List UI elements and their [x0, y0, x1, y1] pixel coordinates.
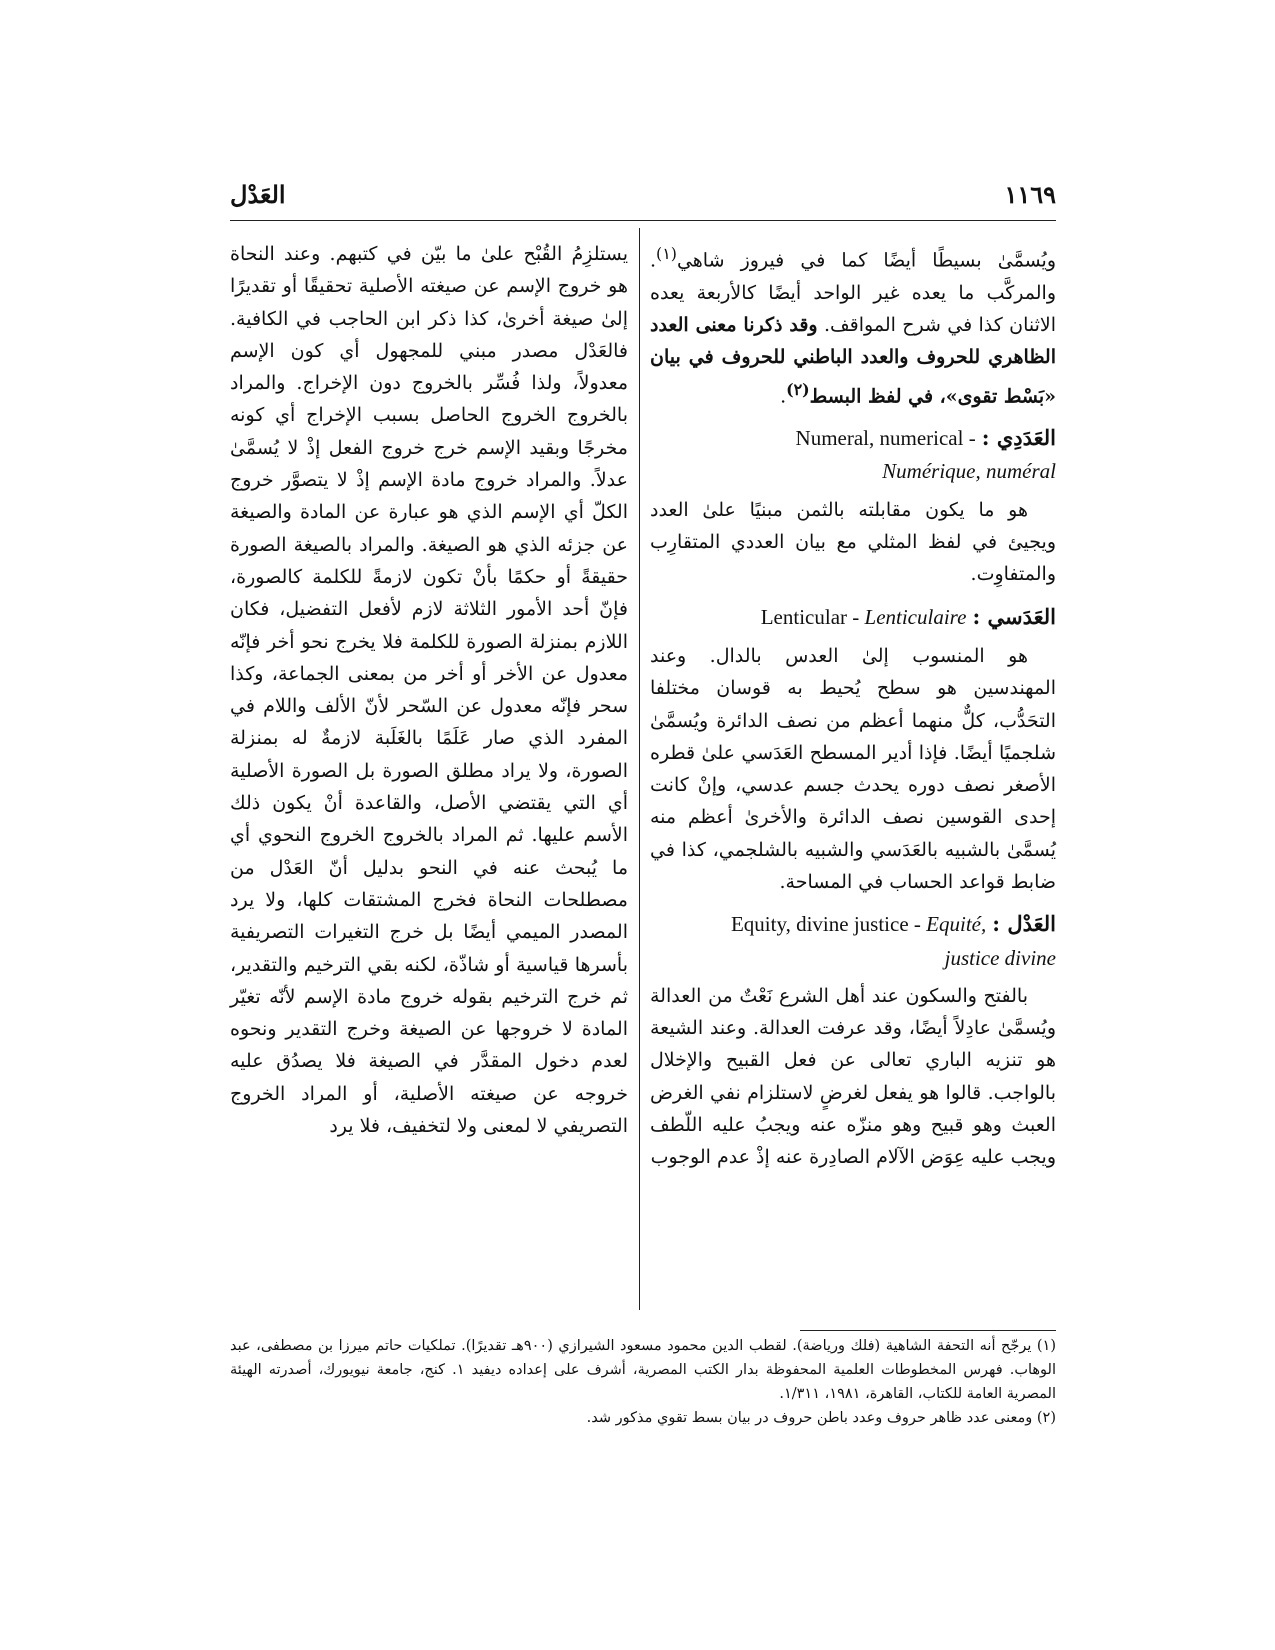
entry-english: Equity, divine justice - Equité, — [730, 912, 987, 937]
left-column — [230, 238, 628, 1142]
entry-french-cont: justice divine — [944, 945, 1056, 970]
footnote-2: (٢) ومعنى عدد ظاهر حروف وعدد باطن حروف در بيان بسط تقوي مذكور شد. — [586, 1410, 1056, 1426]
entry-body: بالفتح والسكون عند أهل الشرع نَعْتٌ من العدالة ويُسمَّىٰ عادِلاً أيضًا، وقد عرفت العدالة. وعند الشيعة هو تنزيه الباري تعالى عن فعل القبيح والإخلال بالواجب. قالوا هو يفعل لغرضٍ لاستلزام نفي الغرض العبث وهو قبيح وهو منزّه عنه ويجبُ عليه اللّطف ويجب عليه عِوَض الآلام الصادِرة عنه إذْ عدم الوجوب — [650, 984, 1056, 1169]
entry-headword: العَدَدِي : — [981, 425, 1056, 451]
intro-paragraph — [650, 238, 1056, 412]
entry-english: Lenticular - Lenticulaire — [760, 604, 967, 629]
intro-bold-text: وقد ذكرنا معنى العدد الظاهري للحروف والعدد الباطني للحروف في بيان «بَسْط تقوى»، في لفظ البسط — [650, 313, 1056, 407]
running-title: العَدْل — [230, 180, 286, 209]
continued-body: يستلزِمُ القُبْح علىٰ ما بيّن في كتبهم. وعند النحاة هو خروج الإسم عن صيغته الأصلية تحقيقًا أو تقديرًا إلىٰ صيغة أخرىٰ، كذا ذكر ابن الحاجب في الكافية. فالعَدْل مصدر مبني للمجهول أي كون الإسم معدولاً، ولذا فُسِّر بالخروج دون الإخراج. والمراد بالخروج الخروج الحاصل بسبب الإخراج أي كونه مخرجًا وبقيد الإسم خرج خروج الفعل إذْ لا يُسمَّىٰ عدلاً. والمراد خروج مادة الإسم إذْ لا يتصوَّر خروج الكلّ أي الإسم الذي هو عبارة عن المادة والصيغة عن جزئه الذي هو الصيغة. والمراد بالصيغة الصورة حقيقةً أو حكمًا بأنْ تكون لازمةً للكلمة كالصورة، فإنّ أحد الأمور الثلاثة لازم لأفعل التفضيل، فكان اللازم بمنزلة الصورة للكلمة فلا يخرج نحو أخر فإنّه معدول عن الأخر أو أخر من بمعنى الجماعة، وكذا سحر فإنّه معدول عن السّحر لأنّ الألف واللام في المفرد الذي صار عَلَمًا بالغَلَبة لازمةٌ له بمنزلة الصورة، ولا يراد مطلق الصورة بل الصورة الأصلية أي التي يقتضي الأصل، والقاعدة أنْ يكون ذلك الأسم عليها. ثم المراد بالخروج الخروج النحوي أي ما يُبحث عنه في النحو بدليل أنّ العَدْل من مصطلحات النحاة فخرج المشتقات كلها، ولا يرد المصدر الميمي أيضًا بل خرج التغيرات التصريفية بأسرها قياسية أو شاذّة، لكنه بقي الترخيم والتقدير، ثم خرج الترخيم بقوله خروج مادة الإسم لأنّه تغيّر المادة لا خروجها عن الصيغة وخرج التقدير ونحوه لعدم دخول المقدَّر في الصيغة فلا يصدُق عليه خروجه عن صيغته الأصلية، أو المراد الخروج التصريفي لا لمعنى ولا لتخفيف، فلا يرد — [230, 243, 628, 1138]
intro-text: ويُسمَّىٰ بسيطًا أيضًا كما في فيروز شاهي — [676, 249, 1056, 272]
footnotes — [230, 1334, 1056, 1430]
entry-adadi — [650, 422, 1056, 488]
entry-adasi — [650, 601, 1056, 634]
entry-english: Numeral, numerical - — [795, 426, 976, 451]
header-rule — [230, 220, 1056, 221]
page-number: ١١٦٩ — [1004, 180, 1056, 209]
entry-body: هو ما يكون مقابلته بالثمن مبنيًا علىٰ العدد ويجيئ في لفظ المثلي مع بيان العددي المتقارِب والمتفاوِت. — [650, 498, 1056, 586]
page-header — [230, 180, 1056, 214]
intro-text-punct: . — [650, 249, 657, 272]
entry-adl — [650, 908, 1056, 974]
entry-headword: العَدَسي : — [972, 603, 1056, 629]
footnote-ref-2: (٢) — [786, 379, 810, 399]
entry-french: Numérique, numéral — [882, 459, 1056, 484]
footnote-1: (١) يرجّح أنه التحفة الشاهية (فلك ورياضة). لقطب الدين محمود مسعود الشيرازي (٩٠٠هـ تقديرًا). تملكيات حاتم ميرزا بن مصطفى، عبد الوهاب. فهرس المخطوطات العلمية المحفوظة بدار الكتب المصرية، أشرف على إعداده ديفيد ١. كنج، جامعة نيويورك، أصدرته الهيئة المصرية العامة للكتاب، القاهرة، ١٩٨١، ١/٣١١. — [230, 1338, 1056, 1402]
intro-end: . — [780, 384, 787, 407]
entry-headword: العَدْل : — [992, 911, 1056, 937]
footnote-ref-1: (١) — [656, 244, 677, 263]
footnote-rule — [800, 1330, 1056, 1331]
column-divider — [639, 228, 640, 1310]
entry-french: Equité, — [926, 912, 987, 937]
intro-text-rest: والمركَّب ما يعده غير الواحد أيضًا كالأربعة يعده الاثنان كذا في شرح المواقف. — [650, 281, 1056, 336]
entry-body: هو المنسوب إلىٰ العدس بالدال. وعند المهندسين هو سطح يُحيط به قوسان مختلفا التحَدُّب، كلٌّ منهما أعظم من نصف الدائرة ويُسمَّىٰ شلجميًا أيضًا. فإذا أدير المسطح العَدَسي علىٰ قطره الأصغر نصف دوره يحدث جسم عدسي، وإنْ كانت إحدى القوسين نصف الدائرة والأخرىٰ أعظم منه يُسمَّىٰ بالشبيه بالعَدَسي والشبيه بالشلجمي، كذا في ضابط قواعد الحساب في المساحة. — [650, 644, 1056, 893]
entry-french: Lenticulaire — [864, 604, 967, 629]
right-column — [650, 238, 1056, 1174]
